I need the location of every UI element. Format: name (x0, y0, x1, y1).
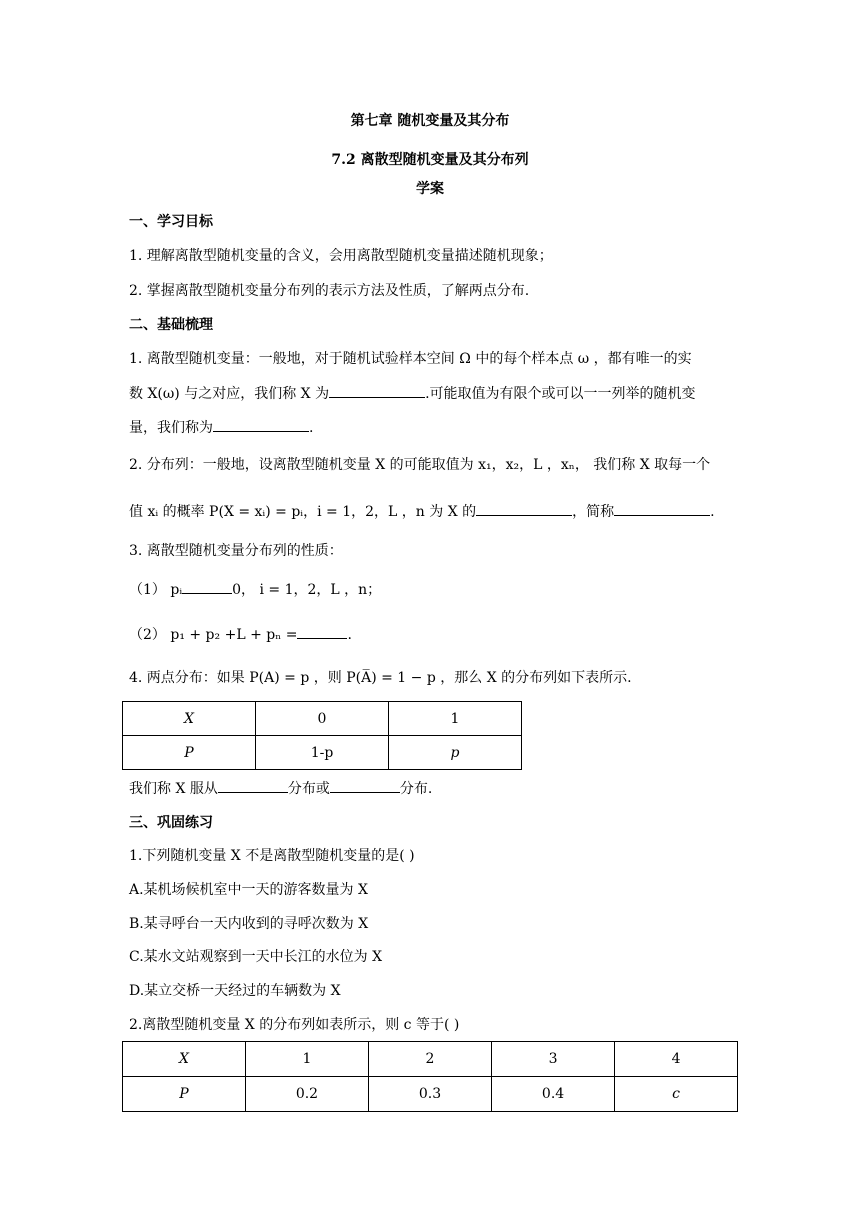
goal-1: 1. 理解离散型随机变量的含义，会用离散型随机变量描述随机现象； (129, 248, 553, 264)
table-row (123, 736, 522, 770)
basics-p2-line2-text-a: 值 xᵢ 的概率 P(X = xᵢ) = pᵢ，i = 1，2，L ，n 为 X 的 (129, 504, 477, 520)
basics-p1-line2-text-a: 数 X(ω) 与之对应，我们称 X 为 (129, 386, 330, 402)
basics-p2-line2-text-c: . (710, 504, 715, 520)
basics-p2-line2 (129, 501, 715, 522)
basics-p1-line2 (129, 383, 696, 404)
table-cell: 1 (389, 702, 522, 736)
chapter-title: 第七章 随机变量及其分布 (350, 113, 510, 129)
table-row (123, 1042, 738, 1077)
heading-practice: 三、巩固练习 (129, 815, 213, 831)
heading-learning-goals: 一、学习目标 (129, 214, 213, 230)
basics-p3-item1 (129, 579, 381, 600)
basics-p4-after-text-c: 分布. (399, 781, 433, 797)
basics-p4-line1: 4. 两点分布：如果 P(A) = p ，则 P(A̅) = 1 − p ，那么 X 的分布列如下表所示. (129, 670, 632, 686)
question-2: 2.离散型随机变量 X 的分布列如表所示，则 c 等于( ) (129, 1017, 460, 1033)
basics-p3-item2-text-b: . (347, 627, 352, 643)
fill-blank[interactable] (330, 778, 400, 793)
table-cell: 0.4 (492, 1077, 615, 1112)
goal-2: 2. 掌握离散型随机变量分布列的表示方法及性质，了解两点分布. (129, 283, 530, 299)
table-cell: 0 (255, 702, 388, 736)
table-cell: P (123, 1077, 246, 1112)
fill-blank[interactable] (182, 579, 232, 594)
fill-blank[interactable] (218, 778, 288, 793)
table-cell: 3 (492, 1042, 615, 1077)
basics-p4-after-text-a: 我们称 X 服从 (129, 781, 218, 797)
basics-p3-item2-text-a: （2） p₁ + p₂ +L + pₙ = (129, 627, 298, 643)
doc-label: 学案 (416, 181, 444, 197)
basics-p4-after (129, 778, 432, 799)
heading-basics: 二、基础梳理 (129, 317, 213, 333)
basics-p1-line3 (129, 417, 313, 438)
table-row (123, 1077, 738, 1112)
basics-p2-line2-text-b: ，简称 (572, 504, 615, 520)
basics-p3-item2 (129, 624, 352, 645)
basics-p1-line3-text-b: . (309, 420, 314, 436)
fill-blank[interactable] (614, 501, 710, 516)
question-1-option-d: D.某立交桥一天经过的车辆数为 X (129, 983, 341, 999)
basics-p4-after-text-b: 分布或 (287, 781, 330, 797)
fill-blank[interactable] (297, 624, 347, 639)
table-cell: X (123, 702, 256, 736)
fill-blank[interactable] (329, 383, 425, 398)
table-cell: 1-p (255, 736, 388, 770)
table-cell: p (389, 736, 522, 770)
table-cell: 1 (245, 1042, 368, 1077)
basics-p3-line1: 3. 离散型随机变量分布列的性质： (129, 543, 343, 559)
table-cell: 4 (615, 1042, 738, 1077)
table-cell: X (123, 1042, 246, 1077)
question-1: 1.下列随机变量 X 不是离散型随机变量的是( ) (129, 848, 415, 864)
distribution-table (122, 1041, 738, 1112)
section-title: 7.2 离散型随机变量及其分布列 (331, 152, 529, 168)
fill-blank[interactable] (476, 501, 572, 516)
basics-p3-item1-text-a: （1） pᵢ (129, 582, 183, 598)
basics-p2-line1: 2. 分布列：一般地，设离散型随机变量 X 的可能取值为 x₁，x₂，L ，xₙ， 我们称 X 取每一个 (129, 457, 711, 473)
basics-p1-line2-text-b: .可能取值为有限个或可以一一列举的随机变 (425, 386, 696, 402)
table-cell: P (123, 736, 256, 770)
basics-p1-line3-text-a: 量，我们称为 (129, 420, 213, 436)
table-cell: 0.3 (368, 1077, 491, 1112)
table-cell: c (615, 1077, 738, 1112)
question-1-option-b: B.某寻呼台一天内收到的寻呼次数为 X (129, 916, 369, 932)
basics-p1-line1: 1. 离散型随机变量：一般地，对于随机试验样本空间 Ω 中的每个样本点 ω ，都有唯一的实 (129, 351, 692, 367)
table-cell: 0.2 (245, 1077, 368, 1112)
question-1-option-a: A.某机场候机室中一天的游客数量为 X (129, 882, 368, 898)
two-point-distribution-table (122, 701, 522, 770)
table-cell: 2 (368, 1042, 491, 1077)
basics-p3-item1-text-b: 0， i = 1，2，L ，n； (232, 582, 382, 598)
table-row (123, 702, 522, 736)
question-1-option-c: C.某水文站观察到一天中长江的水位为 X (129, 949, 383, 965)
fill-blank[interactable] (213, 417, 309, 432)
